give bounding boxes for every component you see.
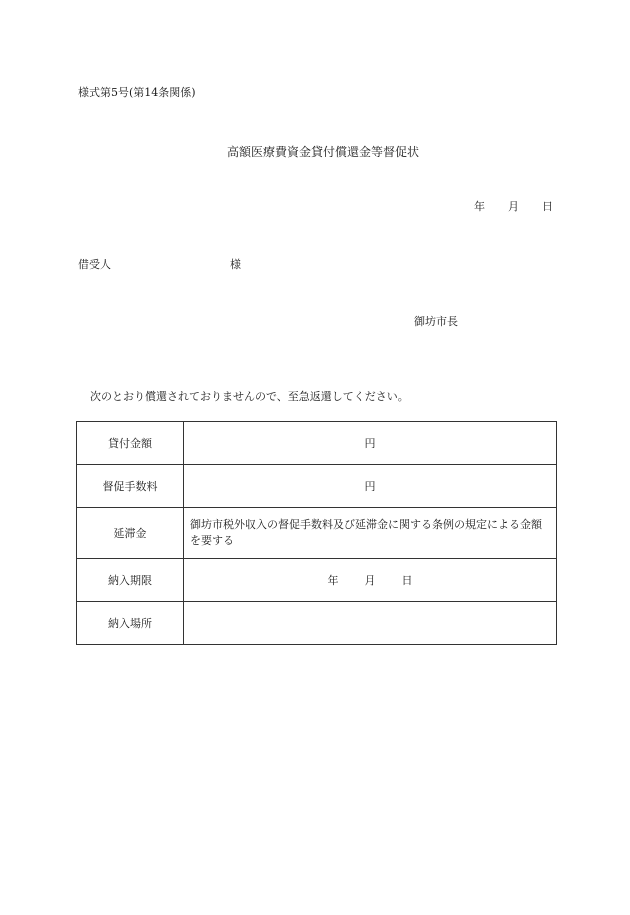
borrower-honorific: 様 [230, 258, 241, 271]
demand-fee-label: 督促手数料 [77, 465, 184, 508]
payment-deadline-label: 納入期限 [77, 559, 184, 602]
borrower-label: 借受人 [78, 258, 111, 271]
table-row-demand-fee [77, 465, 557, 508]
late-charge-label: 延滞金 [77, 508, 184, 559]
late-charge-value: 御坊市税外収入の督促手数料及び延滞金に関する条例の規定による金額を要する [184, 508, 557, 559]
table-row-payment-deadline [77, 559, 557, 602]
payment-place-label: 納入場所 [77, 602, 184, 645]
date-year-label: 年 [474, 200, 485, 213]
table-row-loan-amount [77, 422, 557, 465]
deadline-year-label: 年 [327, 574, 339, 587]
table-row-late-charge [77, 508, 557, 559]
loan-amount-value: 円 [184, 422, 557, 465]
payment-place-value [184, 602, 557, 645]
issuer-name: 御坊市長 [414, 315, 458, 328]
demand-fee-value: 円 [184, 465, 557, 508]
table-row-payment-place [77, 602, 557, 645]
date-day-label: 日 [542, 200, 553, 213]
deadline-day-label: 日 [401, 574, 413, 587]
detail-table [76, 421, 557, 645]
notice-text: 次のとおり償還されておりませんので、至急返還してください。 [90, 390, 409, 403]
document-title: 高額医療費資金貸付償還金等督促状 [226, 145, 419, 159]
form-number: 様式第5号(第14条関係) [78, 86, 196, 99]
issue-date [474, 198, 553, 214]
date-month-label: 月 [508, 200, 519, 213]
payment-deadline-value [184, 559, 557, 602]
deadline-month-label: 月 [364, 574, 376, 587]
loan-amount-label: 貸付金額 [77, 422, 184, 465]
borrower-line [78, 256, 241, 272]
